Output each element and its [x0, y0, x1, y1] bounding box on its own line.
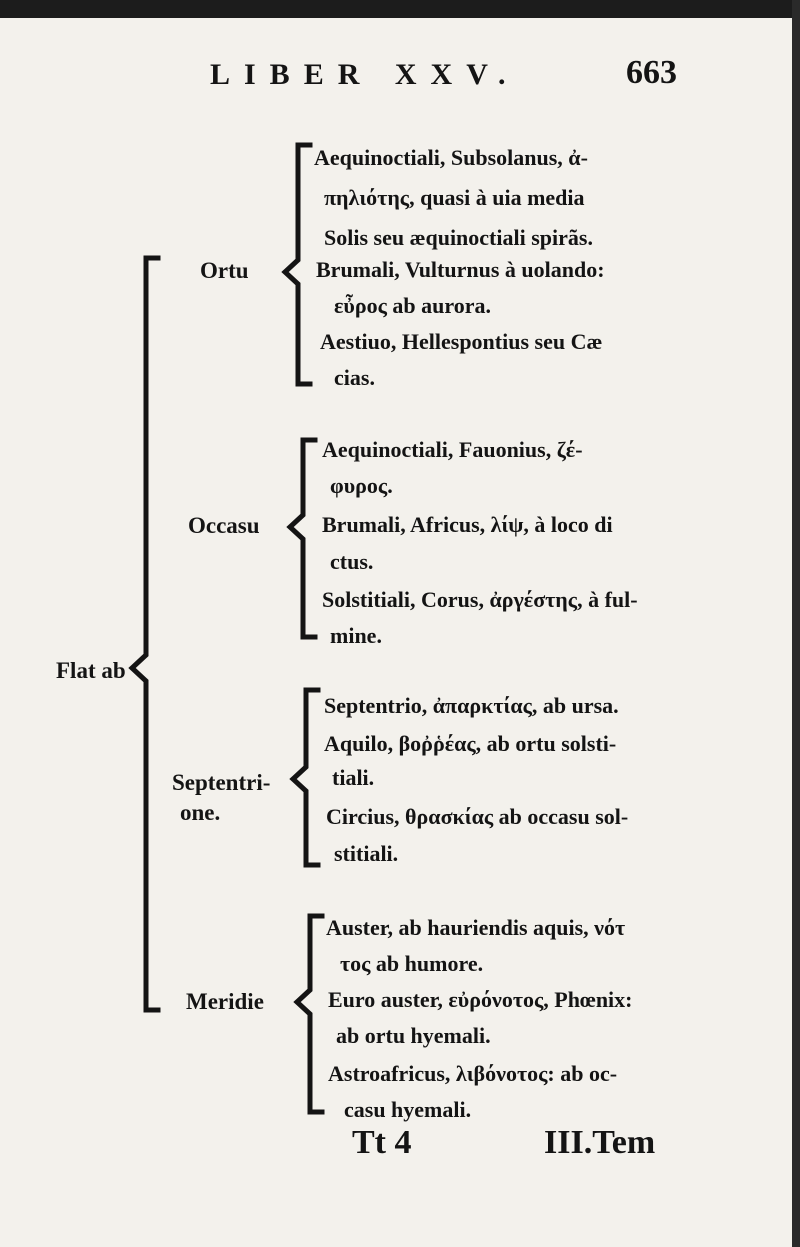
entry-line: Brumali, Africus, λίψ, à loco di [322, 512, 613, 537]
group-label-meridie: Meridie [186, 989, 264, 1014]
entry-line: Aequinoctiali, Subsolanus, ἀ- [314, 145, 588, 170]
entry-line: τος ab humore. [340, 951, 484, 976]
entry-line: stitiali. [334, 841, 399, 866]
entry-line: Auster, ab hauriendis aquis, νότ [326, 915, 626, 940]
septentrione-brace [293, 690, 318, 865]
entry-line: ctus. [330, 549, 374, 574]
entry-line: Brumali, Vulturnus à uolando: [316, 257, 605, 282]
entry-line: εὖρος ab aurora. [334, 293, 491, 318]
catchword: III.Tem [544, 1124, 656, 1161]
page-number: 663 [626, 54, 677, 91]
running-head: LIBER XXV. [210, 58, 520, 91]
entry-line: Septentrio, ἀπαρκτίας, ab ursa. [324, 693, 619, 718]
entry-line: cias. [334, 365, 375, 390]
entry-line: Aquilo, βοῤῥέας, ab ortu solsti- [324, 731, 617, 756]
group-label-ortu: Ortu [200, 258, 249, 283]
occasu-brace [290, 440, 315, 637]
entry-line: casu hyemali. [344, 1097, 472, 1122]
entry-line: Solstitiali, Corus, ἀργέστης, à ful- [322, 587, 638, 612]
entry-line: φυρος. [330, 473, 393, 498]
ortu-brace [285, 145, 310, 384]
entry-line: mine. [330, 623, 382, 648]
entry-line: Aestiuo, Hellespontius seu Cæ [320, 329, 603, 354]
root-label: Flat ab [56, 658, 126, 683]
entry-line: Aequinoctiali, Fauonius, ζέ- [322, 437, 583, 462]
entry-line: tiali. [332, 765, 375, 790]
meridie-brace [297, 916, 322, 1112]
entry-line: Circius, θρασκίας ab occasu sol- [326, 804, 629, 829]
root-brace [132, 258, 158, 1010]
entry-line: πηλιότης, quasi à uia media [324, 185, 585, 210]
entry-line: Euro auster, εὐρόνοτος, Phœnix: [328, 987, 633, 1012]
entry-line: Solis seu æquinoctiali spirãs. [324, 225, 593, 250]
group-label-line: Septentri- [172, 770, 271, 795]
group-label-occasu: Occasu [188, 513, 260, 538]
entry-line: ab ortu hyemali. [336, 1023, 491, 1048]
group-label-line: one. [180, 800, 221, 825]
entry-line: Astroafricus, λιβόνοτος: ab oc- [328, 1061, 618, 1086]
group-label-septentrione [172, 768, 270, 828]
signature-mark: Tt 4 [352, 1124, 412, 1161]
